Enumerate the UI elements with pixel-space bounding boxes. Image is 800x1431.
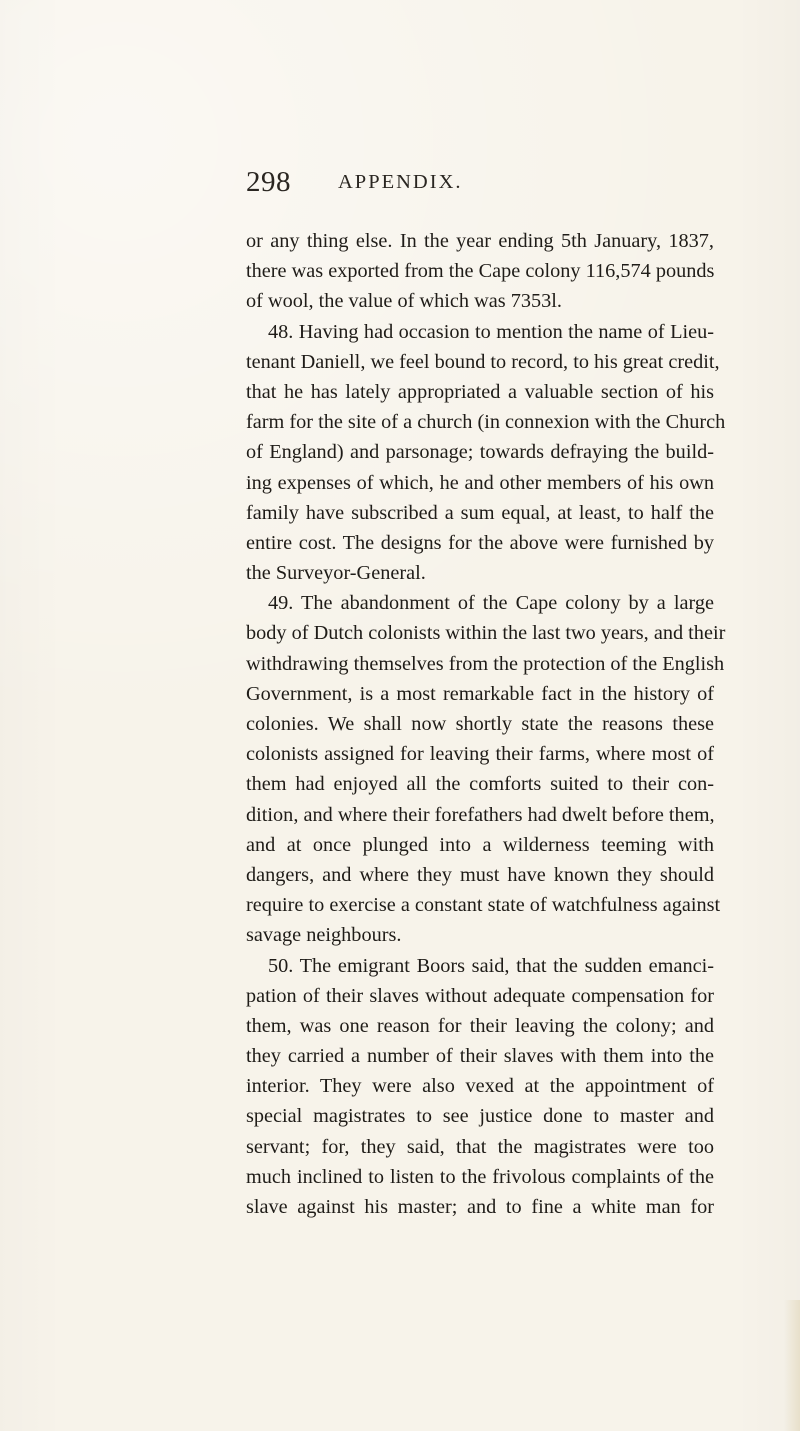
text-line: and at once plunged into a wilderness teeming with	[246, 833, 714, 856]
text-line: ing expenses of which, he and other members of his own	[246, 471, 714, 494]
text-line: servant; for, they said, that the magistrates were too	[246, 1135, 714, 1158]
text-line: colonists assigned for leaving their farms, where most of	[246, 743, 714, 766]
text-line: of wool, the value of which was 7353l.	[246, 290, 562, 313]
text-line: family have subscribed a sum equal, at least, to half the	[246, 501, 714, 524]
text-line: of England) and parsonage; towards defraying the build-	[246, 441, 714, 464]
text-line: require to exercise a constant state of watchfulness against	[246, 894, 721, 917]
paragraph-start-50: 50. The emigrant Boors said, that the sudden emanci-	[268, 954, 714, 977]
paragraph-start-49: 49. The abandonment of the Cape colony by a large	[268, 592, 714, 615]
text-line: withdrawing themselves from the protection of the English	[246, 652, 725, 675]
page-number: 298	[246, 166, 291, 198]
text-line: dition, and where their forefathers had dwelt before them,	[246, 803, 715, 826]
body-text	[246, 226, 726, 1222]
text-line: farm for the site of a church (in connexion with the Church	[246, 411, 726, 434]
text-line: pation of their slaves without adequate compensation for	[246, 984, 714, 1007]
text-line: there was exported from the Cape colony 116,574 pounds	[246, 260, 715, 283]
text-line: savage neighbours.	[246, 924, 402, 947]
text-line: that he has lately appropriated a valuable section of his	[246, 380, 714, 403]
text-line: colonies. We shall now shortly state the reasons these	[246, 713, 714, 735]
text-line: much inclined to listen to the frivolous complaints of the	[246, 1165, 714, 1188]
text-line: special magistrates to see justice done to master and	[246, 1105, 714, 1128]
page-edge-stain	[784, 1300, 800, 1431]
text-line: Government, is a most remarkable fact in the history of	[246, 682, 714, 705]
running-head: APPENDIX.	[338, 171, 463, 193]
text-line: or any thing else. In the year ending 5th January, 1837,	[246, 230, 714, 252]
text-line: the Surveyor-General.	[246, 562, 426, 585]
paragraph-start-48: 48. Having had occasion to mention the name of Lieu-	[268, 320, 714, 343]
text-line: body of Dutch colonists within the last two years, and their	[246, 622, 726, 645]
text-line: they carried a number of their slaves with them into the	[246, 1045, 714, 1068]
text-line: interior. They were also vexed at the appointment of	[246, 1075, 714, 1098]
text-line: slave against his master; and to fine a white man for	[246, 1196, 714, 1218]
text-line: tenant Daniell, we feel bound to record, to his great credit,	[246, 350, 720, 373]
text-line: entire cost. The designs for the above were furnished by	[246, 531, 714, 554]
text-line: them, was one reason for their leaving the colony; and	[246, 1014, 714, 1037]
text-line: them had enjoyed all the comforts suited to their con-	[246, 773, 714, 796]
text-line: dangers, and where they must have known they should	[246, 863, 714, 886]
